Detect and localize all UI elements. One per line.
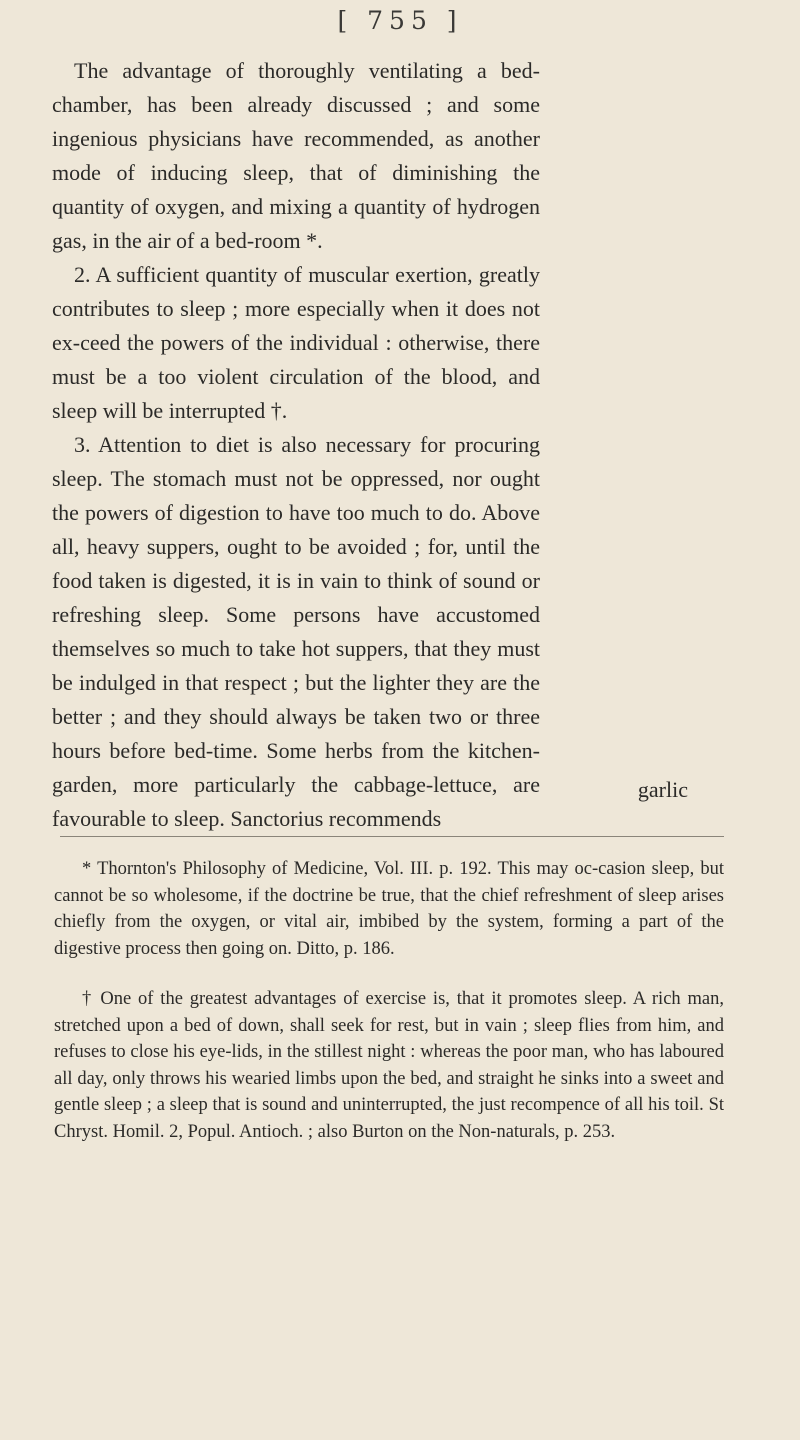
- footnote-divider: [60, 836, 724, 837]
- catchword: garlic: [637, 777, 688, 802]
- paragraph-exertion: 2. A sufficient quantity of muscular exertion, greatly contributes to sleep ; more especially when it does not ex-ceed the powers of the individual : otherwise, there must be a too violent circulation of the blood, and sleep will be interrupted †.: [52, 262, 540, 423]
- footnote-asterisk: * Thornton's Philosophy of Medicine, Vol. III. p. 192. This may oc-casion sleep, but cannot be so wholesome, if the doctrine be true, that the chief refreshment of sleep arises chiefly from the oxygen, or vital air, imbibed by the system, forming a part of the digestive process then going on. Ditto, p. 186.: [54, 859, 724, 959]
- footnote-dagger: † One of the greatest advantages of exercise is, that it promotes sleep. A rich man, stretched upon a bed of down, shall seek for rest, but in vain ; sleep flies from him, and refuses to close his eye-lids, in the stillest night : whereas the poor man, who has laboured all day, only throws his wearied limbs upon the bed, and straight he sinks into a sweet and gentle sleep ; a sleep that is sound and uninterrupted, the just recompence of all his toil. St Chryst. Homil. 2, Popul. Antioch. ; also Burton on the Non-naturals, p. 253.: [54, 989, 724, 1142]
- paragraph-ventilation: The advantage of thoroughly ventilating a bed-chamber, has been already discussed ; and some ingenious physicians have recommended, as another mode of inducing sleep, that of diminishing the quantity of oxygen, and mixing a quantity of hydrogen gas, in the air of a bed-room *.: [52, 58, 540, 253]
- page-number: [ 755 ]: [337, 6, 463, 35]
- main-text: [52, 54, 540, 836]
- footnotes: [54, 856, 724, 1169]
- paragraph-diet: 3. Attention to diet is also necessary for procuring sleep. The stomach must not be oppressed, nor ought the powers of digestion to have too much to do. Above all, heavy suppers, ought to be avoided ; for, until the food taken is digested, it is in vain to think of sound or refreshing sleep. Some persons have accustomed themselves so much to take hot suppers, that they must be indulged in that respect ; but the lighter they are the better ; and they should always be taken two or three hours before bed-time. Some herbs from the kitchen-garden, more particularly the cabbage-lettuce, are favourable to sleep. Sanctorius recommends: [52, 432, 540, 831]
